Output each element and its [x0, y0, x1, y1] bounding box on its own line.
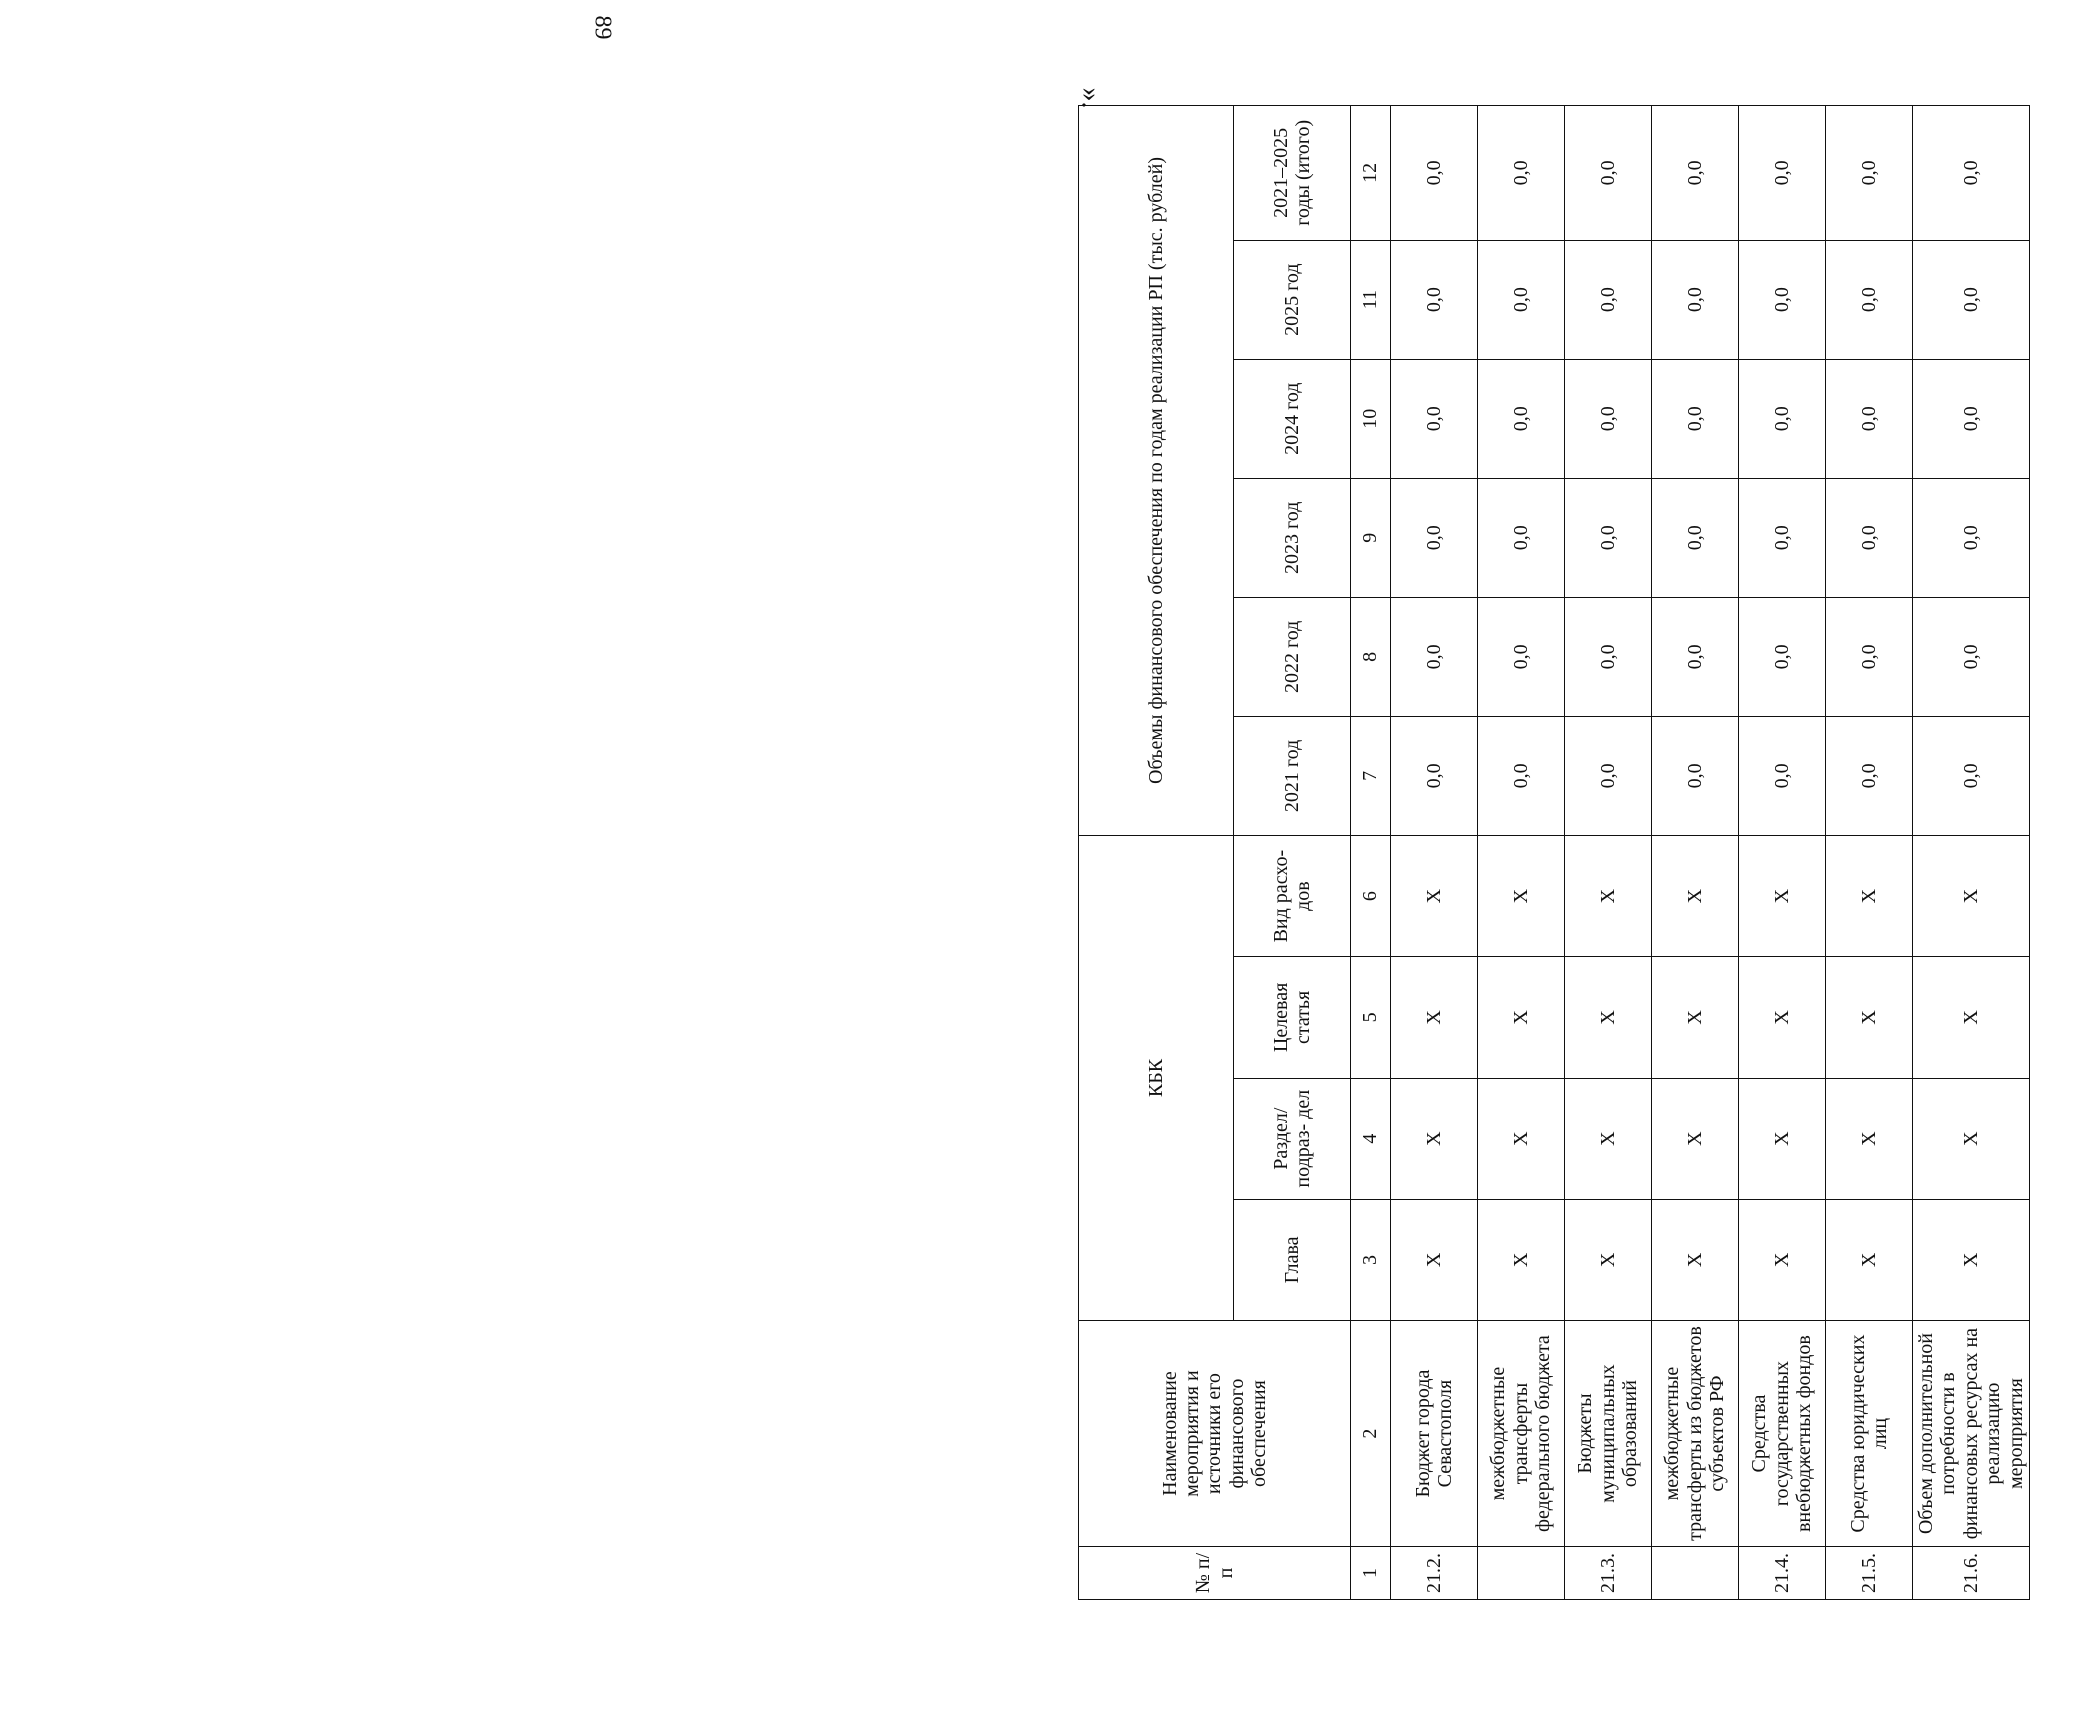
col-number: 9 [1351, 478, 1391, 597]
col-number: 11 [1351, 240, 1391, 359]
row-name: межбюджетные трансферты из бюджетов субъектов РФ [1652, 1321, 1739, 1547]
table-row [1565, 106, 1652, 1600]
col-number: 6 [1351, 835, 1391, 956]
cell-2022: 0,0 [1652, 597, 1739, 716]
cell-vid: Х [1826, 835, 1913, 956]
page-number: 89 [589, 15, 616, 40]
cell-celevaya: Х [1391, 957, 1478, 1078]
cell-razdel: Х [1913, 1078, 2030, 1199]
col-number: 8 [1351, 597, 1391, 716]
cell-razdel: Х [1478, 1078, 1565, 1199]
header-2022: 2022 год [1234, 597, 1351, 716]
header-vid: Вид расхо- дов [1234, 835, 1351, 956]
cell-2021: 0,0 [1739, 716, 1826, 835]
cell-celevaya: Х [1478, 957, 1565, 1078]
table-row [1478, 106, 1565, 1600]
header-2023: 2023 год [1234, 478, 1351, 597]
cell-glava: Х [1913, 1199, 2030, 1320]
cell-2025: 0,0 [1739, 240, 1826, 359]
cell-total: 0,0 [1913, 106, 2030, 241]
cell-2022: 0,0 [1739, 597, 1826, 716]
header-num: № п/п [1079, 1547, 1351, 1600]
header-total: 2021–2025 годы (итого) [1234, 106, 1351, 241]
row-name: Бюджеты муниципальных образований [1565, 1321, 1652, 1547]
cell-2024: 0,0 [1652, 359, 1739, 478]
cell-glava: Х [1652, 1199, 1739, 1320]
cell-2022: 0,0 [1391, 597, 1478, 716]
cell-celevaya: Х [1565, 957, 1652, 1078]
cell-2023: 0,0 [1391, 478, 1478, 597]
row-number: 21.6. [1913, 1547, 2030, 1600]
cell-razdel: Х [1565, 1078, 1652, 1199]
cell-2022: 0,0 [1478, 597, 1565, 716]
col-number: 7 [1351, 716, 1391, 835]
cell-2024: 0,0 [1478, 359, 1565, 478]
cell-glava: Х [1826, 1199, 1913, 1320]
row-name: межбюджетные трансферты федерального бюджета [1478, 1321, 1565, 1547]
cell-glava: Х [1565, 1199, 1652, 1320]
cell-2023: 0,0 [1739, 478, 1826, 597]
cell-total: 0,0 [1478, 106, 1565, 241]
col-number: 4 [1351, 1078, 1391, 1199]
header-name: Наименование мероприятия и источники его финансового обеспечения [1079, 1321, 1351, 1547]
cell-vid: Х [1652, 835, 1739, 956]
cell-celevaya: Х [1652, 957, 1739, 1078]
cell-total: 0,0 [1391, 106, 1478, 241]
cell-2025: 0,0 [1391, 240, 1478, 359]
rotated-table-container [1078, 105, 2090, 1600]
cell-2021: 0,0 [1391, 716, 1478, 835]
cell-vid: Х [1478, 835, 1565, 956]
cell-vid: Х [1391, 835, 1478, 956]
cell-celevaya: Х [1826, 957, 1913, 1078]
cell-vid: Х [1739, 835, 1826, 956]
cell-2022: 0,0 [1565, 597, 1652, 716]
row-number [1652, 1547, 1739, 1600]
cell-2022: 0,0 [1913, 597, 2030, 716]
cell-2022: 0,0 [1826, 597, 1913, 716]
col-number: 1 [1351, 1547, 1391, 1600]
cell-2024: 0,0 [1565, 359, 1652, 478]
header-funding: Объемы финансового обеспечения по годам реализации РП (тыс. рублей) [1079, 106, 1234, 836]
cell-2025: 0,0 [1913, 240, 2030, 359]
header-razdel: Раздел/ подраз- дел [1234, 1078, 1351, 1199]
header-2025: 2025 год [1234, 240, 1351, 359]
row-number: 21.4. [1739, 1547, 1826, 1600]
cell-razdel: Х [1391, 1078, 1478, 1199]
cell-2025: 0,0 [1652, 240, 1739, 359]
col-number: 12 [1351, 106, 1391, 241]
row-number [1478, 1547, 1565, 1600]
cell-vid: Х [1913, 835, 2030, 956]
header-kbk: КБК [1079, 835, 1234, 1320]
col-number: 2 [1351, 1321, 1391, 1547]
column-number-row [1351, 106, 1391, 1600]
table-row [1391, 106, 1478, 1600]
col-number: 10 [1351, 359, 1391, 478]
cell-2024: 0,0 [1913, 359, 2030, 478]
cell-razdel: Х [1826, 1078, 1913, 1199]
row-number: 21.5. [1826, 1547, 1913, 1600]
cell-2024: 0,0 [1826, 359, 1913, 478]
header-2024: 2024 год [1234, 359, 1351, 478]
table-row [1739, 106, 1826, 1600]
cell-glava: Х [1391, 1199, 1478, 1320]
row-number: 21.3. [1565, 1547, 1652, 1600]
cell-2021: 0,0 [1826, 716, 1913, 835]
cell-glava: Х [1478, 1199, 1565, 1320]
cell-razdel: Х [1652, 1078, 1739, 1199]
table-row [1913, 106, 2030, 1600]
cell-celevaya: Х [1913, 957, 2030, 1078]
cell-total: 0,0 [1565, 106, 1652, 241]
cell-2023: 0,0 [1913, 478, 2030, 597]
col-number: 5 [1351, 957, 1391, 1078]
cell-vid: Х [1565, 835, 1652, 956]
cell-total: 0,0 [1739, 106, 1826, 241]
cell-2021: 0,0 [1478, 716, 1565, 835]
cell-2023: 0,0 [1826, 478, 1913, 597]
header-2021: 2021 год [1234, 716, 1351, 835]
closing-quote: ». [1075, 87, 1107, 109]
cell-2021: 0,0 [1652, 716, 1739, 835]
row-name: Бюджет города Севастополя [1391, 1321, 1478, 1547]
cell-razdel: Х [1739, 1078, 1826, 1199]
cell-2023: 0,0 [1652, 478, 1739, 597]
row-name: Средства государственных внебюджетных фондов [1739, 1321, 1826, 1547]
cell-total: 0,0 [1652, 106, 1739, 241]
cell-2021: 0,0 [1913, 716, 2030, 835]
header-glava: Глава [1234, 1199, 1351, 1320]
row-name: Объем дополнительной потребности в финансовых ресурсах на реализацию мероприятия [1913, 1321, 2030, 1547]
col-number: 3 [1351, 1199, 1391, 1320]
row-number: 21.2. [1391, 1547, 1478, 1600]
table-row [1826, 106, 1913, 1600]
cell-2021: 0,0 [1565, 716, 1652, 835]
cell-2023: 0,0 [1478, 478, 1565, 597]
header-row-groups [1079, 106, 1234, 1600]
row-name: Средства юридических лиц [1826, 1321, 1913, 1547]
cell-2024: 0,0 [1391, 359, 1478, 478]
financing-table [1078, 105, 2030, 1600]
cell-2025: 0,0 [1478, 240, 1565, 359]
table-row [1652, 106, 1739, 1600]
cell-2025: 0,0 [1565, 240, 1652, 359]
cell-2025: 0,0 [1826, 240, 1913, 359]
cell-glava: Х [1739, 1199, 1826, 1320]
header-celevaya: Целевая статья [1234, 957, 1351, 1078]
cell-total: 0,0 [1826, 106, 1913, 241]
cell-2024: 0,0 [1739, 359, 1826, 478]
cell-2023: 0,0 [1565, 478, 1652, 597]
cell-celevaya: Х [1739, 957, 1826, 1078]
